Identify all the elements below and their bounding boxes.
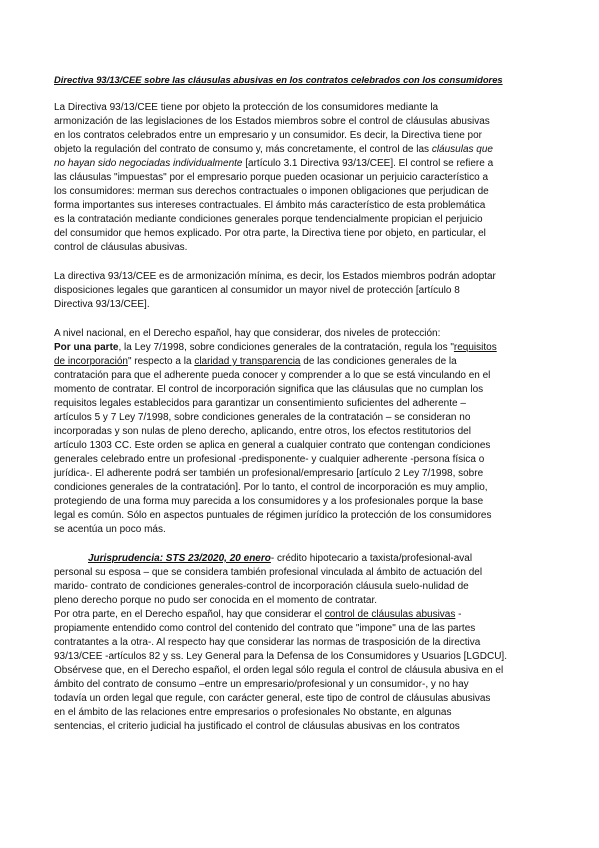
text-line	[54, 609, 461, 621]
text-line: sentencias, el criterio judicial ha justificado el control de cláusulas abusivas en los contratos	[54, 721, 460, 732]
text-line	[54, 356, 457, 368]
text-line: Obsérvese que, en el Derecho español, el orden legal sólo regula el control de cláusula abusiva en el	[54, 665, 504, 676]
italic-phrase: no hayan sido negociadas individualmente	[54, 158, 243, 169]
text-line: se acentúa un poco más.	[54, 524, 166, 535]
text-line: del consumidor que hemos explicado. Por otra parte, la Directiva tiene por objeto, en particular, el	[54, 228, 486, 239]
text-line	[54, 342, 497, 354]
underlined-phrase: de incorporación	[54, 356, 128, 367]
text-line	[54, 144, 493, 156]
text-line: propiamente entendido como control del contenido del contrato que "impone" una de las partes	[54, 623, 476, 634]
text-line: disposiciones legales que garanticen al consumidor un mayor nivel de protección [artículo 8	[54, 285, 460, 296]
jurisprudence-reference: Jurisprudencia: STS 23/2020, 20 enero	[88, 553, 271, 564]
text-line: requisitos legales establecidos para garantizar un consentimiento suficientes del adherente –	[54, 398, 466, 409]
text-line: marido- contrato de condiciones generales-control de incorporación cláusula suelo-nulidad de	[54, 581, 469, 592]
bold-phrase: Por una parte	[54, 342, 119, 353]
underlined-phrase: claridad y transparencia	[194, 356, 301, 367]
text-line: contratación para que el adherente pueda conocer y comprender a lo que se está vinculando en el	[54, 370, 491, 381]
document-title: Directiva 93/13/CEE sobre las cláusulas abusivas en los contratos celebrados con los consumidores	[54, 74, 503, 85]
text-line: control de cláusulas abusivas.	[54, 242, 188, 253]
text-line: contratantes a la otra-. Al respecto hay que considerar las normas de trasposición de la directiva	[54, 637, 481, 648]
text-line: condiciones generales de la contratación]. Por lo tanto, el control de incorporación es muy amplio,	[54, 482, 488, 493]
text-line: personal su esposa – que se considera también profesional vinculada al ámbito de actuación del	[54, 567, 483, 578]
text-line: artículo 1303 CC. Este orden se aplica en general a cualquier contrato que contengan condiciones	[54, 440, 491, 451]
text-run: objeto la regulación del contrato de consumo y, más concretamente, el control de las	[54, 144, 432, 155]
text-line	[54, 158, 493, 170]
text-line: momento de contratar. El control de incorporación significa que las cláusulas que no cumplan los	[54, 384, 484, 395]
text-line: generales celebrado entre un profesional -predisponente- y cualquier adherente -persona física o	[54, 454, 485, 465]
underlined-phrase: requisitos	[453, 342, 497, 353]
text-run: " respecto a la	[127, 356, 195, 367]
text-line: forma importantes sus intereses contractuales. El ámbito más característico de esta problemática	[54, 200, 486, 211]
text-line: incorporadas y son nulas de pleno derecho, aplicando, entre otros, los efectos restitutorios del	[54, 426, 471, 437]
text-line: A nivel nacional, en el Derecho español, hay que considerar, dos niveles de protección:	[54, 328, 441, 339]
italic-phrase: cláusulas que	[431, 144, 493, 155]
text-run: Por otra parte, en el Derecho español, hay que considerar el	[54, 609, 325, 620]
text-run: de las condiciones generales de la	[300, 356, 457, 367]
text-run: -	[455, 609, 462, 620]
text-line: todavía un orden legal que regule, con carácter general, este tipo de control de cláusulas abusivas	[54, 693, 491, 704]
text-line: 93/13/CEE -artículos 82 y ss. Ley General para la Defensa de los Consumidores y Usuarios [LGDCU].	[54, 651, 507, 662]
text-line: armonización de las legislaciones de los Estados miembros sobre el control de cláusulas abusivas	[54, 116, 490, 127]
text-line: legal es común. Sólo en aspectos puntuales de régimen jurídico la protección de los consumidores	[54, 510, 492, 521]
text-line: los consumidores: merman sus derechos contractuales o imponen obligaciones que perjudican de	[54, 186, 489, 197]
text-line: en los contratos celebrados entre un empresario y un consumidor. Es decir, la Directiva tiene por	[54, 130, 482, 141]
text-line	[88, 553, 472, 565]
text-line: en el ámbito de las relaciones entre empresarios o profesionales No obstante, en algunas	[54, 707, 452, 718]
text-line: las cláusulas "impuestas" por el empresario porque pueden ocasionar un perjuicio característico a	[54, 172, 488, 183]
underlined-phrase: control de cláusulas abusivas	[324, 609, 456, 620]
text-line: La Directiva 93/13/CEE tiene por objeto la protección de los consumidores mediante la	[54, 102, 439, 113]
text-run: - crédito hipotecario a taxista/profesional-aval	[270, 553, 473, 564]
text-run: , la Ley 7/1998, sobre condiciones generales de la contratación, regula los "	[118, 342, 454, 353]
text-line: Directiva 93/13/CEE].	[54, 299, 150, 310]
text-line: protegiendo de una forma muy parecida a los consumidores y a los profesionales porque la base	[54, 496, 484, 507]
text-line: La directiva 93/13/CEE es de armonización mínima, es decir, los Estados miembros podrán adoptar	[54, 271, 496, 282]
text-line: artículos 5 y 7 Ley 7/1998, sobre condiciones generales de la contratación – se consideran no	[54, 412, 471, 423]
text-line: ámbito del contrato de consumo –entre un empresario/profesional y un consumidor-, y no hay	[54, 679, 469, 690]
text-line: pleno derecho porque no pudo ser conocida en el momento de contratar.	[54, 595, 377, 606]
text-line: jurídica-. El adherente podrá ser también un profesional/empresario [artículo 2 Ley 7/1998, sobre	[54, 468, 484, 479]
text-run: [artículo 3.1 Directiva 93/13/CEE]. El control se refiere a	[242, 158, 494, 169]
text-line: es la contratación mediante condiciones generales porque tendencialmente propician el perjuicio	[54, 214, 483, 225]
